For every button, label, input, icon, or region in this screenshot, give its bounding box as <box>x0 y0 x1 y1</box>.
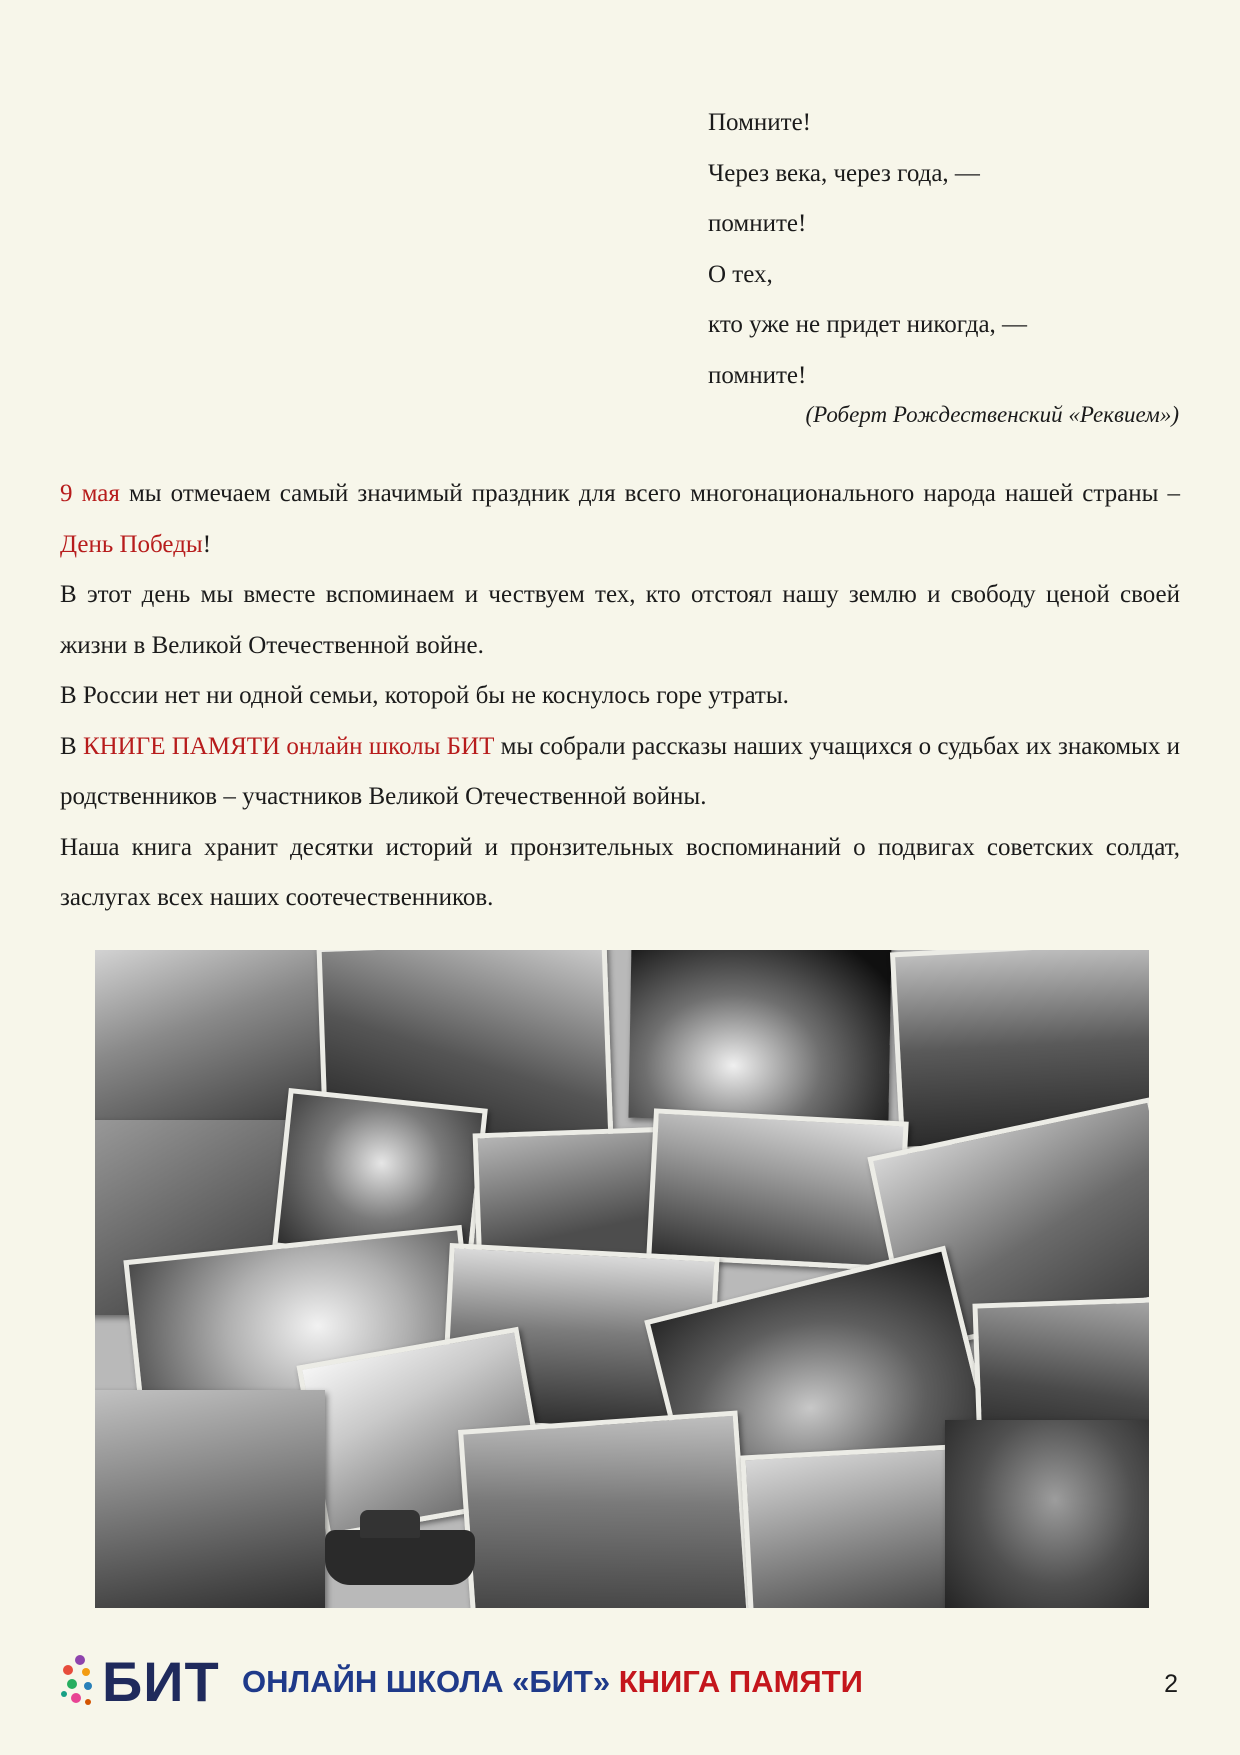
poem-line: О тех, <box>708 260 773 288</box>
collage-photo <box>945 1420 1149 1608</box>
poem-line: Помните! <box>708 109 812 136</box>
paragraph-loss: В России нет ни одной семьи, которой бы не коснулось горе утраты. <box>60 682 789 709</box>
collage-photo <box>740 1445 959 1608</box>
poem-line: помните! <box>708 210 807 237</box>
poem-line: помните! <box>708 361 807 389</box>
collage-photo <box>628 950 891 1122</box>
poem-attribution: (Роберт Рождественский «Реквием») <box>805 402 1179 427</box>
school-highlight: онлайн школы БИТ <box>280 732 495 760</box>
paragraph-text: ! <box>202 530 212 558</box>
war-photo-collage <box>95 950 1149 1608</box>
paragraph-stories: Наша книга хранит десятки историй и пронзительных воспоминаний о подвигах советских солдат, заслугах всех наших соотечественников. <box>60 833 1180 911</box>
collage-photo <box>646 1108 909 1271</box>
paragraph-memory-book <box>60 722 1180 823</box>
bit-logo <box>58 1652 220 1712</box>
paragraph-text: В <box>60 732 83 760</box>
tank-silhouette <box>325 1530 475 1585</box>
holiday-highlight: День Победы <box>60 530 203 558</box>
poem-line: кто уже не придет никогда, — <box>708 311 1028 338</box>
body-text <box>60 469 1180 924</box>
footer-title <box>242 1664 863 1700</box>
paragraph-remember: В этот день мы вместе вспоминаем и чествуем тех, кто отстоял нашу землю и свободу ценой своей жизни в Великой Отечественной войне. <box>60 581 1180 659</box>
collage-photo <box>458 1410 752 1608</box>
book-title: КНИГА ПАМЯТИ <box>618 1664 863 1699</box>
logo-text: БИТ <box>102 1650 220 1713</box>
collage-photo <box>95 1390 325 1608</box>
page-number: 2 <box>1164 1670 1178 1698</box>
footer <box>0 1640 1240 1720</box>
date-highlight: 9 мая <box>60 480 120 507</box>
school-title: ОНЛАЙН ШКОЛА «БИТ» <box>242 1664 611 1699</box>
paragraph-text: мы собрали рассказы наших учащихся о судьбах их знакомых и родственников – участников Великой Отечественной войны. <box>60 732 1180 810</box>
tank-turret <box>360 1510 420 1538</box>
book-highlight: КНИГЕ ПАМЯТИ <box>82 732 281 760</box>
bit-logo-icon <box>58 1654 98 1710</box>
poem-line: Через века, через года, — <box>708 159 980 187</box>
paragraph-text: мы отмечаем самый значимый праздник для всего многонационального народа нашей страны – <box>119 480 1181 507</box>
paragraph-victory-day <box>60 469 1180 570</box>
poem <box>708 98 1027 401</box>
